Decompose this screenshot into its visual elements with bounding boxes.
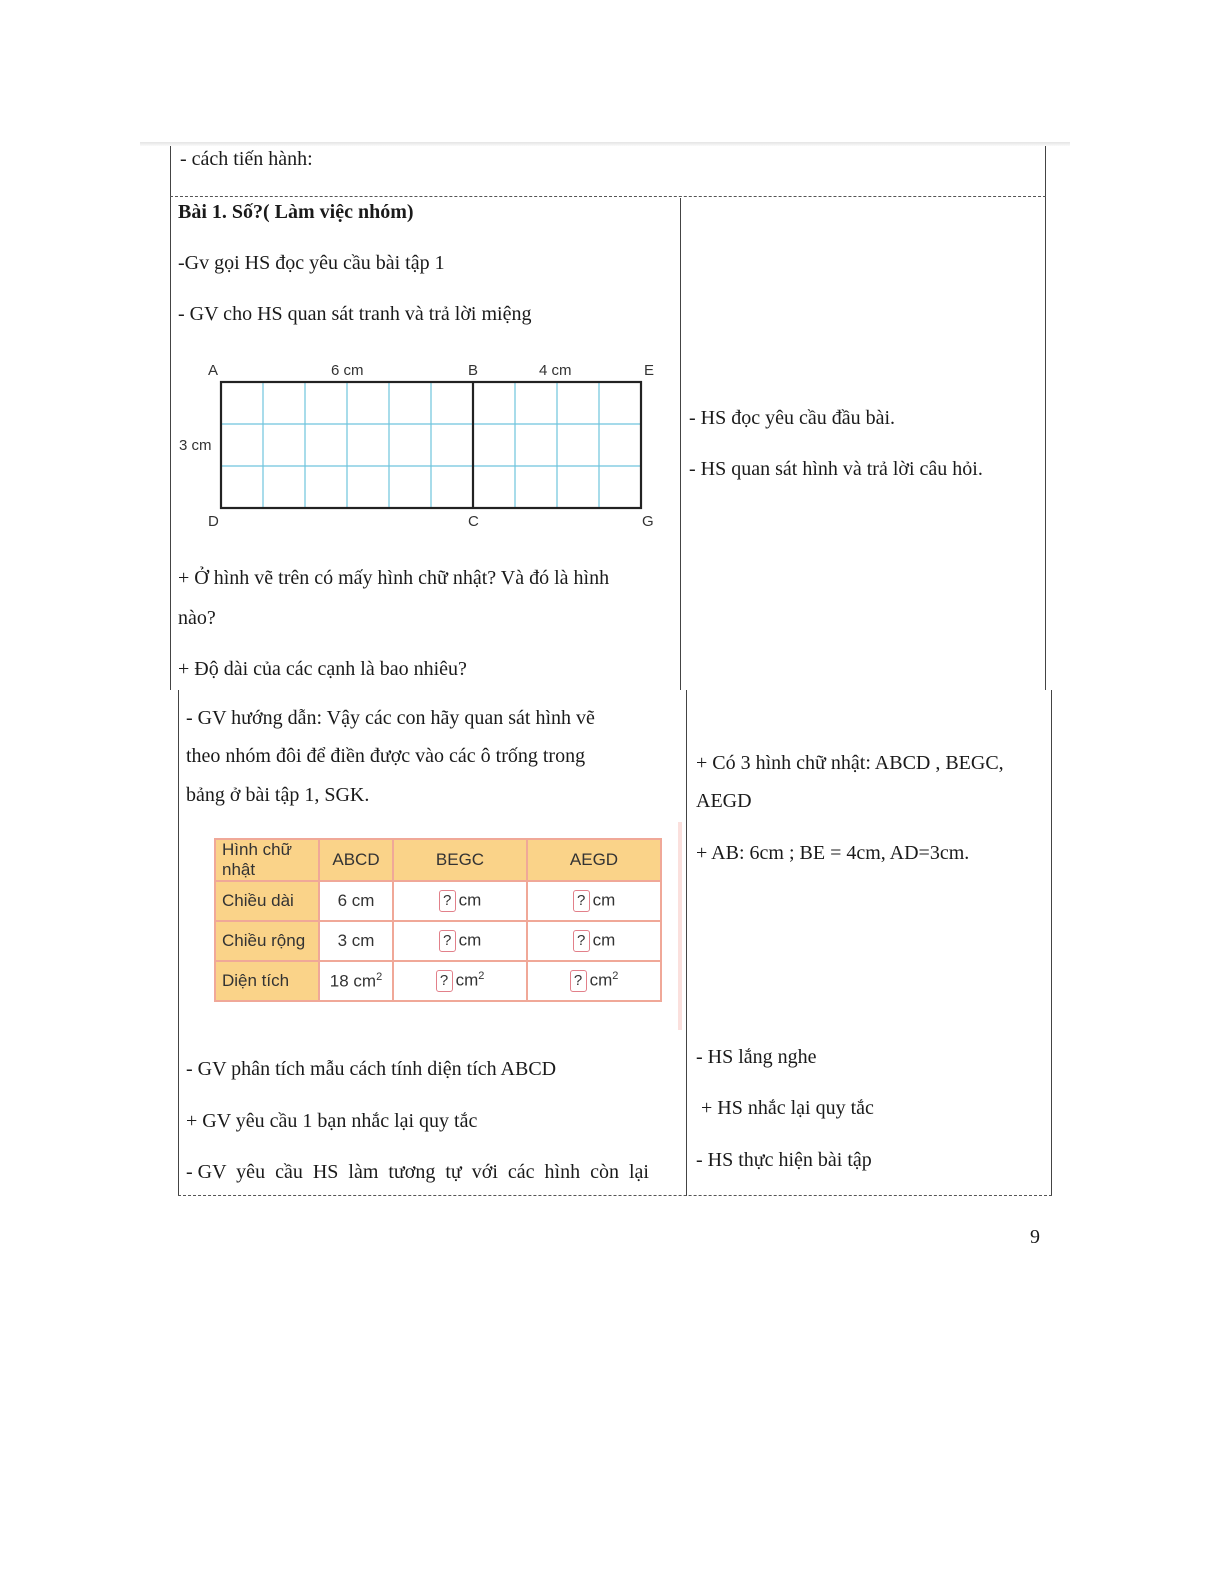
guide-line: theo nhóm đôi để điền được vào các ô trống trong xyxy=(186,745,586,767)
teacher-line: -Gv gọi HS đọc yêu cầu bài tập 1 xyxy=(178,252,445,274)
exercise-title: Bài 1. Số?( Làm việc nhóm) xyxy=(178,201,414,223)
table-cell-blank: ? $cm^2$ xyxy=(393,961,527,1001)
label-be: 4 cm xyxy=(539,362,572,379)
teacher-line: - GV cho HS quan sát tranh và trả lời miệng xyxy=(178,303,532,325)
grid-lines xyxy=(221,382,641,508)
point-c: C xyxy=(468,513,479,530)
lower-bottom-border xyxy=(178,1195,1052,1196)
blank-box[interactable]: ? xyxy=(439,930,456,952)
table-row-label: Chiều rộng xyxy=(215,921,319,961)
rectangle-figure xyxy=(176,358,676,533)
table-header-cell: ABCD xyxy=(319,839,393,881)
lower-middle-border xyxy=(686,690,687,1196)
teacher-step: + GV yêu cầu 1 bạn nhắc lại quy tắc xyxy=(186,1110,478,1132)
guide-line: - GV hướng dẫn: Vậy các con hãy quan sát hình vẽ xyxy=(186,707,595,729)
blank-box[interactable]: ? xyxy=(573,930,590,952)
lower-right-border xyxy=(1051,690,1052,1196)
table-header-cell: AEGD xyxy=(527,839,661,881)
table-cell-blank: ? cm xyxy=(527,881,661,921)
blank-box[interactable]: ? xyxy=(439,890,456,912)
point-b: B xyxy=(468,362,479,379)
upper-row-divider xyxy=(170,196,1046,197)
guide-line: bảng ở bài tập 1, SGK. xyxy=(186,784,370,806)
blank-box[interactable]: ? xyxy=(436,970,453,992)
label-ad: 3 cm xyxy=(179,437,212,454)
table-row xyxy=(215,921,661,961)
upper-right-border xyxy=(1045,146,1046,690)
table-cell: 18 $cm^2$ xyxy=(319,961,393,1001)
student-step: - HS thực hiện bài tập xyxy=(696,1149,872,1171)
upper-middle-border xyxy=(680,198,681,690)
table-image-edge xyxy=(678,822,682,1030)
blank-box[interactable]: ? xyxy=(573,890,590,912)
student-line: - HS quan sát hình và trả lời câu hỏi. xyxy=(689,458,983,480)
teacher-step: - GV phân tích mẫu cách tính diện tích ABCD xyxy=(186,1058,557,1080)
answer-line: + AB: 6cm ; BE = 4cm, AD=3cm. xyxy=(696,842,970,864)
rectangle-figure-svg xyxy=(176,358,676,533)
answer-line: AEGD xyxy=(696,790,752,812)
table-cell: 6 cm xyxy=(319,881,393,921)
teacher-step: - GV yêu cầu HS làm tương tự với các hình còn lại xyxy=(186,1161,649,1183)
table-row xyxy=(215,961,661,1001)
student-step: + HS nhắc lại quy tắc xyxy=(696,1097,874,1119)
blank-box[interactable]: ? xyxy=(570,970,587,992)
question-line: + Ở hình vẽ trên có mấy hình chữ nhật? Và đó là hình xyxy=(178,567,610,589)
point-e: E xyxy=(644,362,655,379)
point-a: A xyxy=(208,362,219,379)
lower-left-border xyxy=(178,690,179,1196)
table-cell-blank: ? cm xyxy=(527,921,661,961)
table-row-label: Chiều dài xyxy=(215,881,319,921)
procedure-intro: - cách tiến hành: xyxy=(180,148,313,170)
point-g: G xyxy=(642,513,654,530)
student-line: - HS đọc yêu cầu đầu bài. xyxy=(689,407,896,429)
point-d: D xyxy=(208,513,219,530)
table-row xyxy=(215,881,661,921)
answer-line: + Có 3 hình chữ nhật: ABCD , BEGC, xyxy=(696,752,1004,774)
table-cell-blank: ? cm xyxy=(393,881,527,921)
table-header-cell: Hình chữ nhật xyxy=(215,839,319,881)
page-number: 9 xyxy=(1030,1226,1040,1248)
question-line: + Độ dài của các cạnh là bao nhiêu? xyxy=(178,658,467,680)
table-cell-blank: ? cm xyxy=(393,921,527,961)
student-step: - HS lắng nghe xyxy=(696,1046,817,1068)
table-cell-blank: ? $cm^2$ xyxy=(527,961,661,1001)
rectangle-data-table xyxy=(214,838,662,1002)
table-header-cell: BEGC xyxy=(393,839,527,881)
table-row-label: Diện tích xyxy=(215,961,319,1001)
page-scan-band xyxy=(140,142,1070,146)
upper-left-border xyxy=(170,146,171,690)
question-line: nào? xyxy=(178,607,216,629)
label-ab: 6 cm xyxy=(331,362,364,379)
table-row xyxy=(215,839,661,881)
table-cell: 3 cm xyxy=(319,921,393,961)
